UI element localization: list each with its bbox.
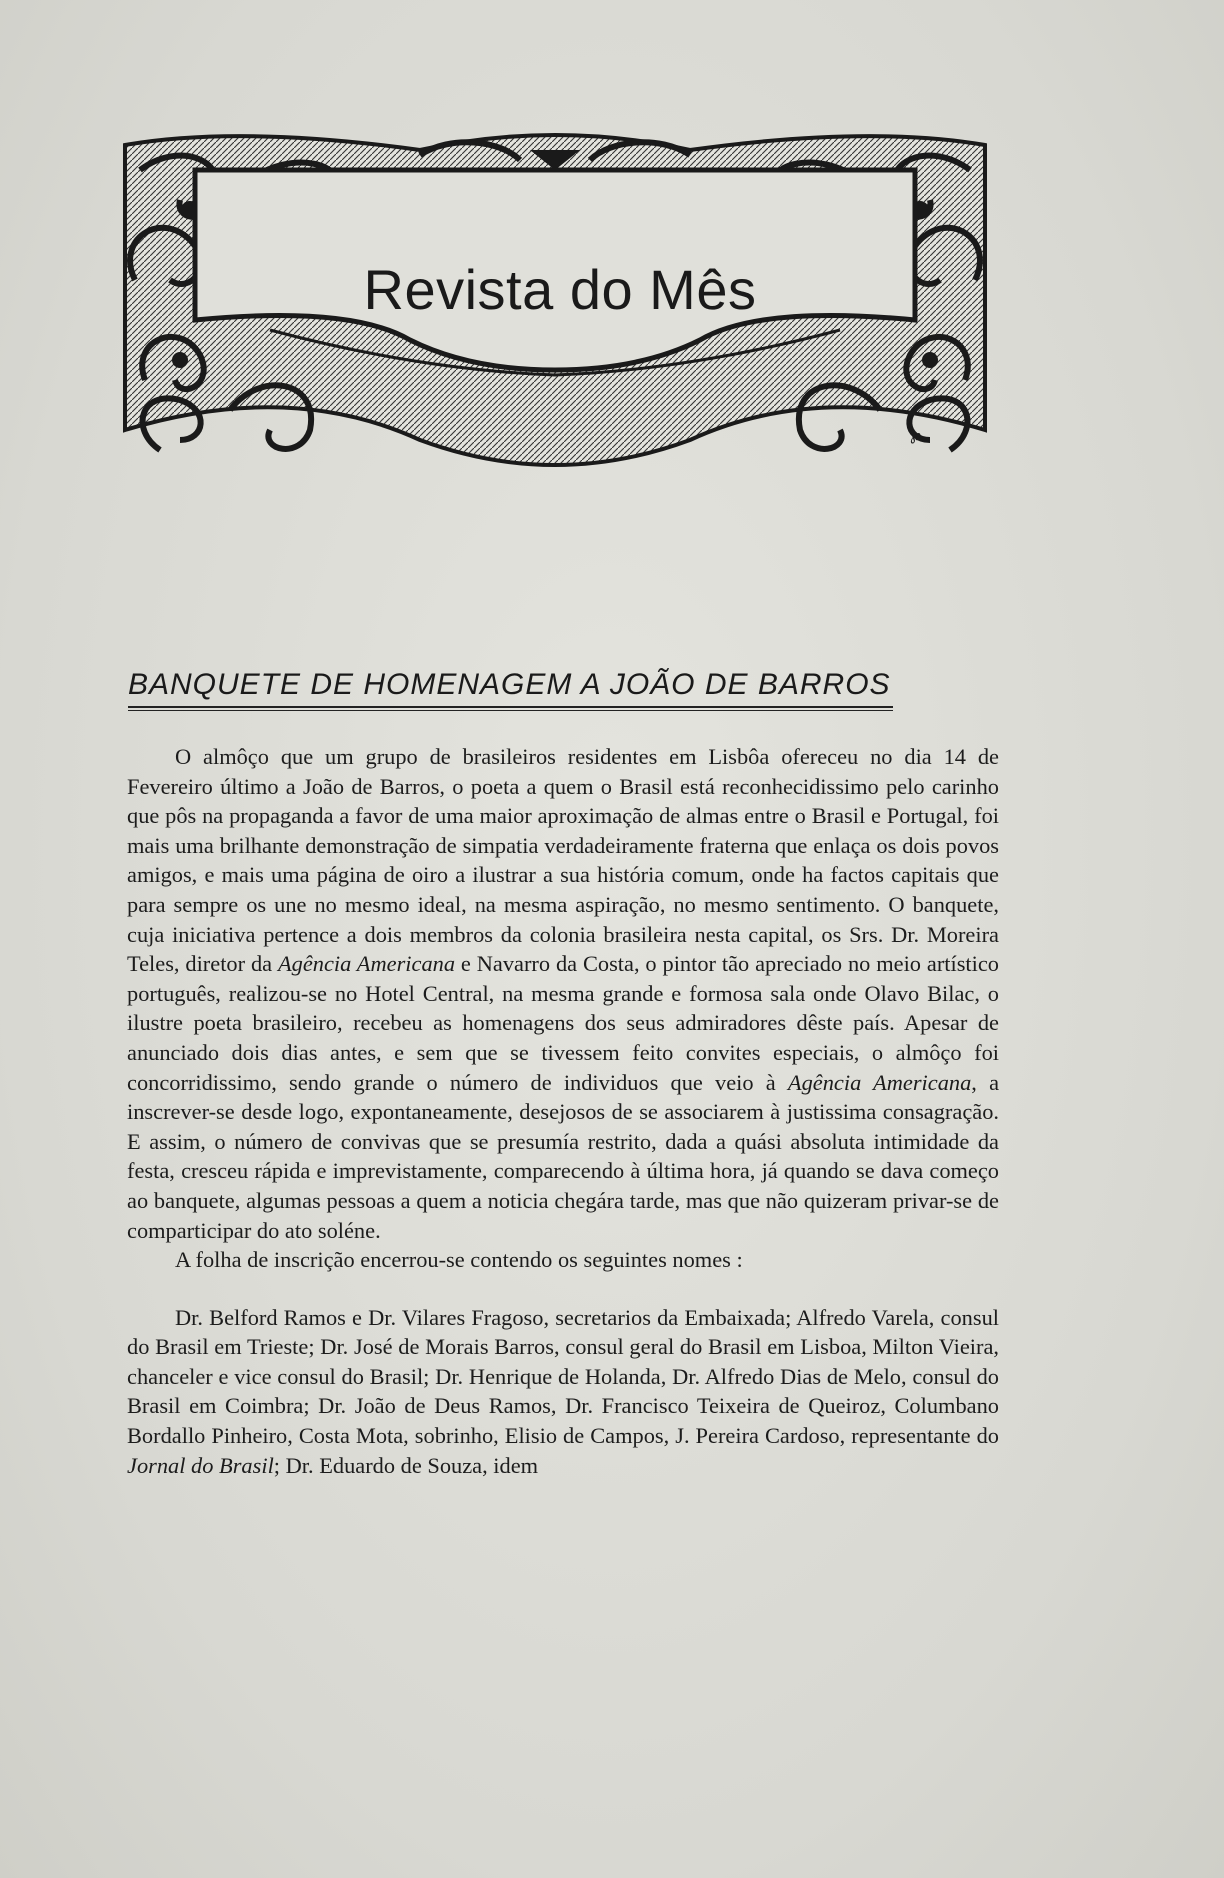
paragraph-1: O almôço que um grupo de brasileiros residentes em Lisbôa ofereceu no dia 14 de Fevereiro último a João de Barros, o poeta a quem o Brasil está reconhecidissimo pelo carinho que pôs na propaganda a favor de uma maior aproximação de almas entre o Brasil e Portugal, foi mais uma brilhante demonstração de simpatia verdadeiramente fraterna que enlaça os dois povos amigos, e mais uma página de oiro a ilustrar a sua história comum, onde ha factos capitais que para sempre os une no mesmo ideal, na mesma aspiração, no mesmo sentimento. O banquete, cuja iniciativa pertence a dois membros da colonia brasileira nesta capital, os Srs. Dr. Moreira Teles, diretor da Agência Americana e Navarro da Costa, o pintor tão apreciado no meio artístico português, realizou-se no Hotel Central, na mesma grande e formosa sala onde Olavo Bilac, o ilustre poeta brasileiro, recebeu as homenagens dos seus admiradores dêste país. Apesar de anunciado dois dias antes, e sem que se tivessem feito convites especiais, o almôço foi concorridissimo, sendo grande o número de individuos que veio à Agência Americana, a inscrever-se desde logo, expontaneamente, desejosos de se associarem à justissima consagração. E assim, o número de convivas que se presumía restrito, dada a quási absoluta intimidade da festa, cresceu rápida e imprevistamente, comparecendo à última hora, já quando se dava começo ao banquete, algumas pessoas a quem a noticia chegára tarde, mas que não quizeram privar-se de comparticipar do ato soléne.: [127, 744, 1000, 1243]
agencia-americana-italic: Agência Americana: [277, 951, 456, 977]
agencia-americana-italic: Agência Americana: [787, 1069, 972, 1095]
paragraph-2: A folha de inscrição encerrou-se contendo os seguintes nomes :: [175, 1247, 743, 1273]
article-heading-text: BANQUETE DE HOMENAGEM A JOÃO DE BARROS: [128, 668, 891, 701]
paragraph-3: Dr. Belford Ramos e Dr. Vilares Fragoso, secretarios da Embaixada; Alfredo Varela, consul do Brasil em Trieste; Dr. José de Morais Barros, consul geral do Brasil em Lisboa, Milton Vieira, chanceler e vice consul do Brasil; Dr. Henrique de Holanda, Dr. Alfredo Dias de Melo, consul do Brasil em Coimbra; Dr. João de Deus Ramos, Dr. Francisco Teixeira de Queiroz, Columbano Bordallo Pinheiro, Costa Mota, sobrinho, Elisio de Campos, J. Pereira Cardoso, representante do Jornal do Brasil; Dr. Eduardo de Souza, idem: [127, 1304, 999, 1478]
heading-underline: [128, 706, 893, 708]
ornamental-header-frame: [120, 130, 990, 530]
article-heading: [128, 668, 898, 711]
heading-underline-thin: [128, 710, 893, 711]
section-title: Revista do Mês: [363, 258, 757, 321]
svg-text:℘: ℘: [910, 427, 922, 444]
article-body: [127, 742, 999, 1480]
jornal-do-brasil-italic: Jornal do Brasil: [127, 1452, 274, 1478]
ornament-icon: [120, 130, 990, 530]
